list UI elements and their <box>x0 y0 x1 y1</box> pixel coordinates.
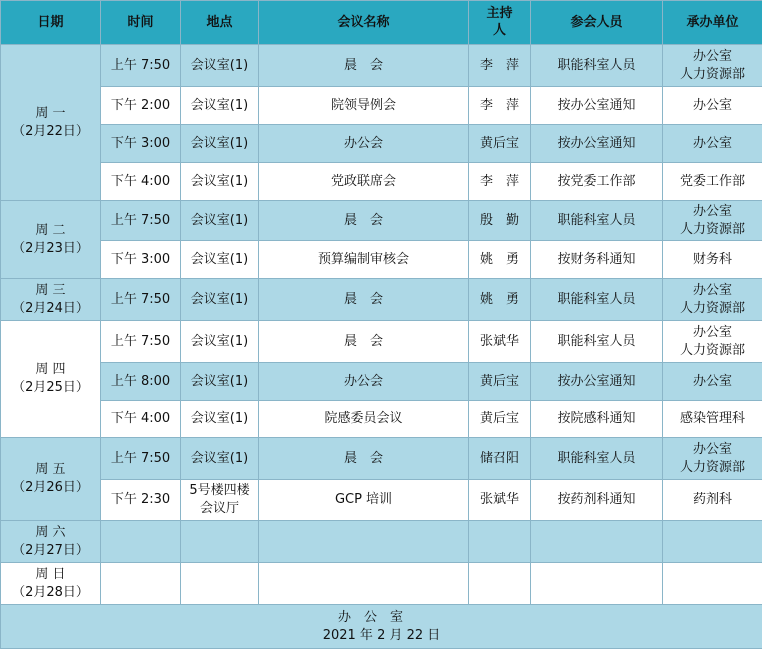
organizer-cell <box>663 45 762 87</box>
blank-cell <box>259 563 469 605</box>
time-cell: 下午 2:30 <box>101 480 181 521</box>
time-cell: 下午 4:00 <box>101 401 181 438</box>
organizer-cell <box>663 321 762 363</box>
meeting-cell: 晨 会 <box>259 45 469 87</box>
organizer-cell <box>663 125 762 163</box>
place-cell: 会议室(1) <box>181 438 259 480</box>
weekday-label: 周 四 <box>35 362 66 377</box>
place-cell: 会议室(1) <box>181 279 259 321</box>
meeting-cell: 晨 会 <box>259 438 469 480</box>
blank-cell <box>259 521 469 563</box>
host-cell: 李 萍 <box>469 163 531 201</box>
schedule-row <box>1 87 762 125</box>
day-cell <box>1 45 101 201</box>
weekday-label: 周 三 <box>35 282 66 298</box>
attendees-cell: 按院感科通知 <box>531 401 663 438</box>
organizer-cell <box>663 201 762 241</box>
blank-cell <box>663 563 762 605</box>
weekday-label: 周 一 <box>35 105 66 121</box>
host-cell: 李 萍 <box>469 87 531 125</box>
schedule-row <box>1 241 762 279</box>
organizer-line: 人力资源部 <box>679 459 745 475</box>
weekday-label: 周 六 <box>35 524 66 540</box>
host-cell: 姚 勇 <box>469 241 531 279</box>
blank-cell <box>181 521 259 563</box>
time-cell: 下午 4:00 <box>101 163 181 201</box>
date-label: （2月26日） <box>12 480 89 495</box>
day-cell <box>1 521 101 563</box>
place-cell: 会议室(1) <box>181 201 259 241</box>
date-label: （2月22日） <box>12 123 89 139</box>
time-cell: 上午 7:50 <box>101 321 181 363</box>
footer-office: 办 公 室 <box>337 609 403 625</box>
header-date: 日期 <box>1 1 101 45</box>
schedule-row <box>1 321 762 363</box>
date-label: （2月24日） <box>12 300 89 316</box>
organizer-cell <box>663 279 762 321</box>
header-host <box>469 1 531 45</box>
organizer-line: 办公室 <box>692 203 732 219</box>
attendees-cell: 按党委工作部 <box>531 163 663 201</box>
organizer-line: 人力资源部 <box>679 221 745 237</box>
place-cell: 会议室(1) <box>181 125 259 163</box>
schedule-row <box>1 125 762 163</box>
weekday-label: 周 五 <box>35 462 66 477</box>
host-cell: 殷 勤 <box>469 201 531 241</box>
day-cell <box>1 279 101 321</box>
schedule-row <box>1 480 762 521</box>
schedule-row <box>1 363 762 401</box>
schedule-row <box>1 163 762 201</box>
organizer-cell <box>663 401 762 438</box>
attendees-cell: 职能科室人员 <box>531 438 663 480</box>
meeting-cell: 晨 会 <box>259 201 469 241</box>
schedule-row <box>1 45 762 87</box>
place-cell: 会议室(1) <box>181 363 259 401</box>
host-cell: 黄后宝 <box>469 363 531 401</box>
attendees-cell: 按财务科通知 <box>531 241 663 279</box>
date-label: （2月23日） <box>12 240 89 256</box>
date-label: （2月27日） <box>12 542 89 558</box>
meeting-cell: 办公会 <box>259 125 469 163</box>
organizer-line: 办公室 <box>692 373 732 389</box>
meeting-cell: 院领导例会 <box>259 87 469 125</box>
organizer-line: 办公室 <box>692 135 732 151</box>
organizer-cell <box>663 241 762 279</box>
time-cell: 下午 2:00 <box>101 87 181 125</box>
meeting-cell: 预算编制审核会 <box>259 241 469 279</box>
meeting-cell: 办公会 <box>259 363 469 401</box>
header-attendees: 参会人员 <box>531 1 663 45</box>
meeting-cell: 晨 会 <box>259 321 469 363</box>
blank-cell <box>531 563 663 605</box>
organizer-line: 办公室 <box>692 324 732 340</box>
time-cell: 上午 7:50 <box>101 438 181 480</box>
place-cell: 会议室(1) <box>181 321 259 363</box>
blank-cell <box>181 563 259 605</box>
footer-cell <box>1 605 762 649</box>
empty-row <box>1 563 762 605</box>
attendees-cell: 按办公室通知 <box>531 125 663 163</box>
organizer-line: 感染管理科 <box>679 411 745 426</box>
time-cell: 上午 7:50 <box>101 201 181 241</box>
meeting-cell: 晨 会 <box>259 279 469 321</box>
meeting-cell: 党政联席会 <box>259 163 469 201</box>
header-host-label: 主持人 <box>486 6 513 38</box>
organizer-line: 人力资源部 <box>679 342 745 358</box>
host-cell: 姚 勇 <box>469 279 531 321</box>
host-cell: 张斌华 <box>469 321 531 363</box>
time-cell: 上午 7:50 <box>101 279 181 321</box>
organizer-line: 办公室 <box>692 282 732 298</box>
organizer-cell <box>663 438 762 480</box>
attendees-cell: 职能科室人员 <box>531 45 663 87</box>
blank-cell <box>469 563 531 605</box>
attendees-cell: 按办公室通知 <box>531 87 663 125</box>
blank-cell <box>531 521 663 563</box>
attendees-cell: 按药剂科通知 <box>531 480 663 521</box>
host-cell: 张斌华 <box>469 480 531 521</box>
place-cell: 会议室(1) <box>181 401 259 438</box>
schedule-row <box>1 279 762 321</box>
time-cell: 下午 3:00 <box>101 125 181 163</box>
day-cell <box>1 563 101 605</box>
footer-row <box>1 605 762 649</box>
place-cell: 会议室(1) <box>181 45 259 87</box>
organizer-line: 办公室 <box>692 48 732 64</box>
blank-cell <box>663 521 762 563</box>
time-cell: 下午 3:00 <box>101 241 181 279</box>
header-meeting: 会议名称 <box>259 1 469 45</box>
attendees-cell: 按办公室通知 <box>531 363 663 401</box>
schedule-body <box>1 45 762 649</box>
schedule-row <box>1 201 762 241</box>
date-label: （2月25日） <box>12 380 89 395</box>
organizer-line: 办公室 <box>692 97 732 113</box>
day-cell <box>1 201 101 279</box>
schedule-row <box>1 438 762 480</box>
organizer-line: 人力资源部 <box>679 66 745 82</box>
blank-cell <box>469 521 531 563</box>
place-cell: 5号楼四楼会议厅 <box>181 480 259 521</box>
place-cell: 会议室(1) <box>181 241 259 279</box>
header-place: 地点 <box>181 1 259 45</box>
host-cell: 李 萍 <box>469 45 531 87</box>
attendees-cell: 职能科室人员 <box>531 279 663 321</box>
organizer-line: 财务科 <box>692 251 732 267</box>
host-cell: 储召阳 <box>469 438 531 480</box>
date-label: （2月28日） <box>12 584 89 600</box>
blank-cell <box>101 563 181 605</box>
organizer-line: 药剂科 <box>692 492 732 507</box>
host-cell: 黄后宝 <box>469 401 531 438</box>
empty-row <box>1 521 762 563</box>
day-cell <box>1 438 101 521</box>
host-cell: 黄后宝 <box>469 125 531 163</box>
footer-date: 2021 年 2 月 22 日 <box>322 627 441 643</box>
header-time: 时间 <box>101 1 181 45</box>
time-cell: 上午 7:50 <box>101 45 181 87</box>
blank-cell <box>101 521 181 563</box>
time-cell: 上午 8:00 <box>101 363 181 401</box>
attendees-cell: 职能科室人员 <box>531 321 663 363</box>
organizer-line: 党委工作部 <box>679 173 745 189</box>
organizer-cell <box>663 363 762 401</box>
day-cell <box>1 321 101 438</box>
meeting-cell: GCP 培训 <box>259 480 469 521</box>
place-cell: 会议室(1) <box>181 163 259 201</box>
organizer-cell <box>663 163 762 201</box>
organizer-line: 办公室 <box>692 441 732 457</box>
organizer-cell <box>663 87 762 125</box>
organizer-line: 人力资源部 <box>679 300 745 316</box>
header-row <box>1 1 762 45</box>
weekday-label: 周 二 <box>35 222 66 238</box>
organizer-cell <box>663 480 762 521</box>
place-cell: 会议室(1) <box>181 87 259 125</box>
attendees-cell: 职能科室人员 <box>531 201 663 241</box>
header-organizer: 承办单位 <box>663 1 762 45</box>
schedule-row <box>1 401 762 438</box>
weekday-label: 周 日 <box>35 566 66 582</box>
meeting-cell: 院感委员会议 <box>259 401 469 438</box>
